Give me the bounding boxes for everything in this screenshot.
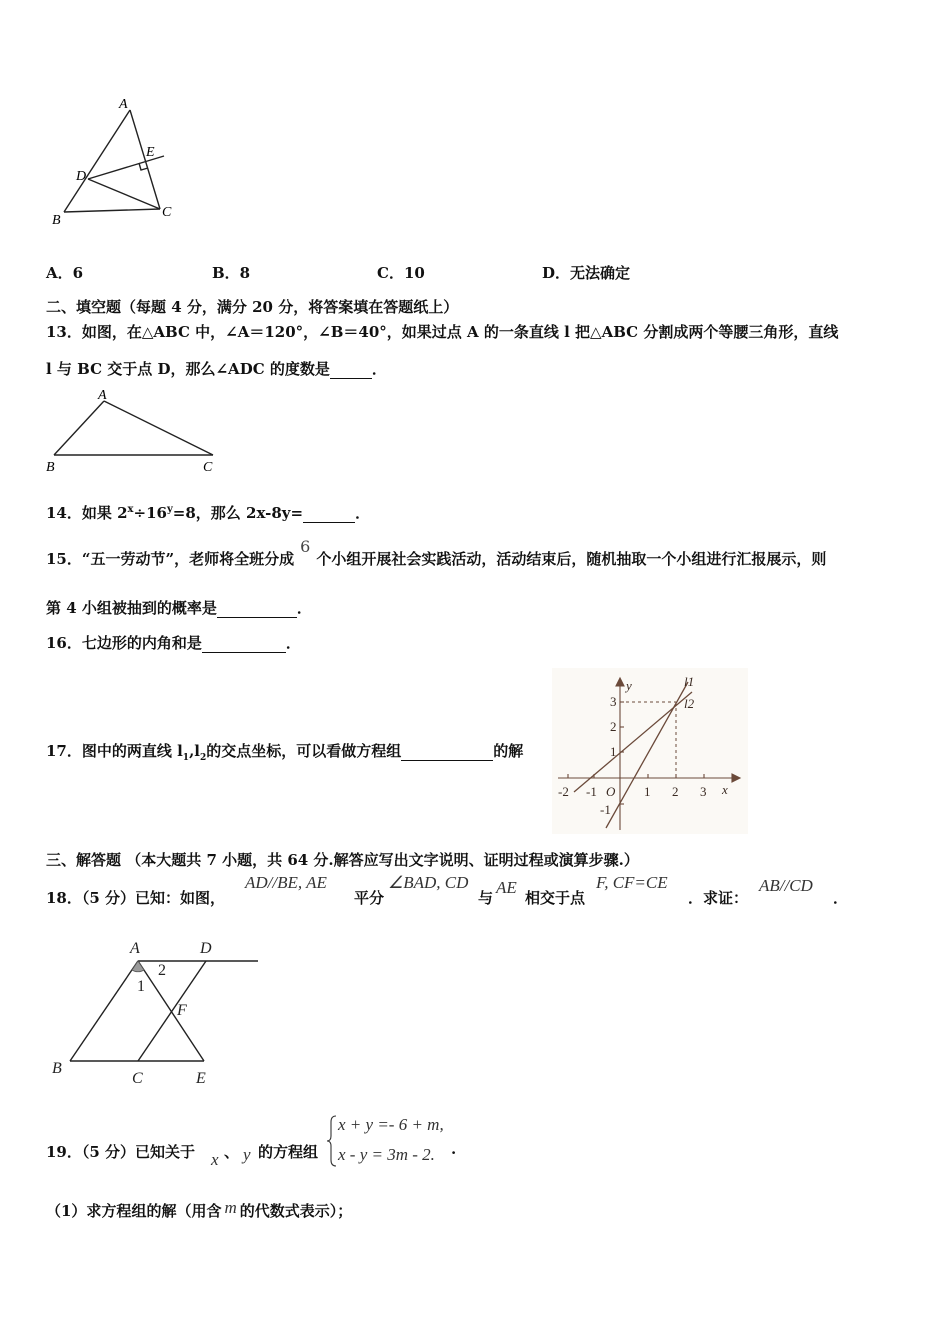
- y-tick-3: 3: [610, 694, 617, 709]
- q19-text-mid: 的方程组: [258, 1143, 319, 1161]
- q16-answer-blank[interactable]: [202, 634, 286, 653]
- q18-math-1: AD//BE, AE: [245, 873, 327, 892]
- q15-answer-blank[interactable]: [217, 599, 297, 618]
- q13-end: ．: [371, 360, 387, 378]
- q16-line: [46, 632, 301, 653]
- q13-text: l 与 BC 交于点 D，那么∠ADC 的度数是: [46, 360, 330, 378]
- q18-text-1: 平分: [354, 889, 385, 907]
- q16-end: ．: [285, 634, 301, 652]
- side-bc: [64, 209, 160, 212]
- q17-line: [46, 740, 523, 763]
- label-b: B: [52, 213, 61, 228]
- equation-brace: [326, 1114, 338, 1168]
- q17-sub2: 2: [199, 753, 207, 763]
- segment-ab: [70, 961, 138, 1061]
- q19-var-y: y: [243, 1145, 251, 1164]
- q19-equation-2: x - y = 3m - 2.: [338, 1145, 435, 1164]
- option-d: D．无法确定: [542, 264, 631, 282]
- q17-text-pre: 17．图中的两直线 l: [46, 742, 183, 760]
- q15-text-line2: 第 4 小组被抽到的概率是: [46, 599, 217, 617]
- geometry-figure-q18: [46, 935, 266, 1087]
- q18-text-3: 相交于点: [525, 889, 586, 907]
- triangle-figure-q13: [40, 385, 230, 480]
- q18-text-4: ．求证：: [688, 889, 749, 907]
- y-tick-2: 2: [610, 719, 617, 734]
- q17-sub1: 1: [182, 753, 190, 763]
- q15-line2: [46, 597, 312, 618]
- y-axis-label: y: [626, 678, 632, 693]
- x-tick-1: 1: [644, 784, 651, 799]
- q15-number: 6: [300, 537, 311, 556]
- q14-answer-blank[interactable]: [303, 504, 355, 523]
- q19-sep: 、: [224, 1143, 240, 1161]
- q19-number: 19．（5 分）已知关于: [46, 1143, 196, 1161]
- q19-part1-post: 的代数式表示）；: [239, 1202, 353, 1220]
- segment-dc: [88, 179, 160, 209]
- coordinate-graph-q17: [552, 668, 748, 834]
- q19-part1: [46, 1200, 352, 1221]
- origin-label: O: [606, 784, 616, 799]
- q18-math-3: AE: [496, 878, 517, 897]
- y-tick-1: 1: [610, 744, 617, 759]
- x-tick-3: 3: [700, 784, 707, 799]
- triangle-figure-q12: [44, 92, 194, 232]
- q18-number: 18．（5 分）已知：如图，: [46, 889, 226, 907]
- q13-line2: [46, 358, 387, 379]
- label-a: A: [119, 97, 128, 112]
- q19-dot: ·: [451, 1144, 457, 1162]
- q17-answer-blank[interactable]: [401, 742, 493, 761]
- q15-end: ．: [296, 599, 312, 617]
- q18-text-2: 与: [478, 889, 494, 907]
- label-a: A: [98, 388, 107, 403]
- y-tick-neg1: -1: [600, 802, 611, 817]
- q15-text-post: 个小组开展社会实践活动，活动结束后，随机抽取一个小组进行汇报展示，则: [316, 550, 827, 568]
- label-c: C: [132, 1070, 143, 1087]
- q16-text: 16．七边形的内角和是: [46, 634, 202, 652]
- q18-math-2: ∠BAD, CD: [388, 873, 469, 892]
- x-axis-label: x: [722, 782, 728, 797]
- side-ac: [130, 110, 160, 209]
- label-f: F: [177, 1002, 187, 1019]
- section3-title: 三、解答题 （本大题共 7 小题，共 64 分.解答应写出文字说明、证明过程或演算步骤.）: [46, 851, 639, 869]
- x-tick-neg2: -2: [558, 784, 569, 799]
- q18-text-5: ．: [833, 889, 849, 907]
- q14-line: [46, 502, 370, 523]
- label-angle-1: 1: [137, 978, 145, 995]
- label-b: B: [52, 1060, 62, 1077]
- label-d: D: [76, 169, 87, 184]
- option-c: C．10: [377, 264, 425, 282]
- q17-text-post: 的解: [493, 742, 524, 760]
- q14-text-mid: ÷16: [133, 504, 167, 522]
- q19-var-x: x: [211, 1150, 219, 1169]
- x-tick-2: 2: [672, 784, 679, 799]
- option-b: B．8: [212, 264, 251, 282]
- side-ab: [54, 401, 104, 455]
- label-b: B: [46, 460, 55, 475]
- side-ab: [64, 110, 130, 212]
- q19-equation-1: x + y =- 6 + m,: [338, 1115, 444, 1134]
- q14-text-pre: 14．如果 2: [46, 504, 128, 522]
- q18-math-4: F, CF=CE: [596, 873, 668, 892]
- label-e: E: [146, 145, 155, 160]
- q14-text-post: =8，那么 2x-8y=: [172, 504, 304, 522]
- label-c: C: [162, 205, 172, 220]
- label-angle-2: 2: [158, 962, 166, 979]
- q15-line1: [46, 537, 827, 569]
- option-a: A．6: [46, 264, 84, 282]
- q17-comma: ,l: [189, 742, 200, 760]
- q18-math-5: AB//CD: [759, 876, 813, 895]
- label-a: A: [130, 940, 140, 957]
- x-tick-neg1: -1: [586, 784, 597, 799]
- q19-part1-m: m: [224, 1198, 237, 1217]
- q13-answer-blank[interactable]: [330, 360, 372, 379]
- q13-line1: 13．如图，在△ABC 中，∠A＝120°，∠B＝40°，如果过点 A 的一条直线 l 把△ABC 分割成两个等腰三角形，直线: [46, 323, 839, 341]
- q14-end: ．: [355, 504, 371, 522]
- q14-exp-y: y: [166, 504, 173, 515]
- section2-title: 二、填空题（每题 4 分，满分 20 分，将答案填在答题纸上）: [46, 298, 459, 316]
- q17-text-mid: 的交点坐标，可以看做方程组: [206, 742, 402, 760]
- label-l1: l1: [684, 674, 695, 689]
- q15-text-pre: 15．“五一劳动节”，老师将全班分成: [46, 550, 295, 568]
- side-ac: [104, 401, 213, 455]
- label-l2: l2: [684, 696, 695, 711]
- q14-exp-x: x: [127, 504, 134, 515]
- label-d: D: [200, 940, 212, 957]
- label-e: E: [196, 1070, 206, 1087]
- label-c: C: [203, 460, 213, 475]
- q19-part1-pre: （1）求方程组的解（用含: [46, 1202, 222, 1220]
